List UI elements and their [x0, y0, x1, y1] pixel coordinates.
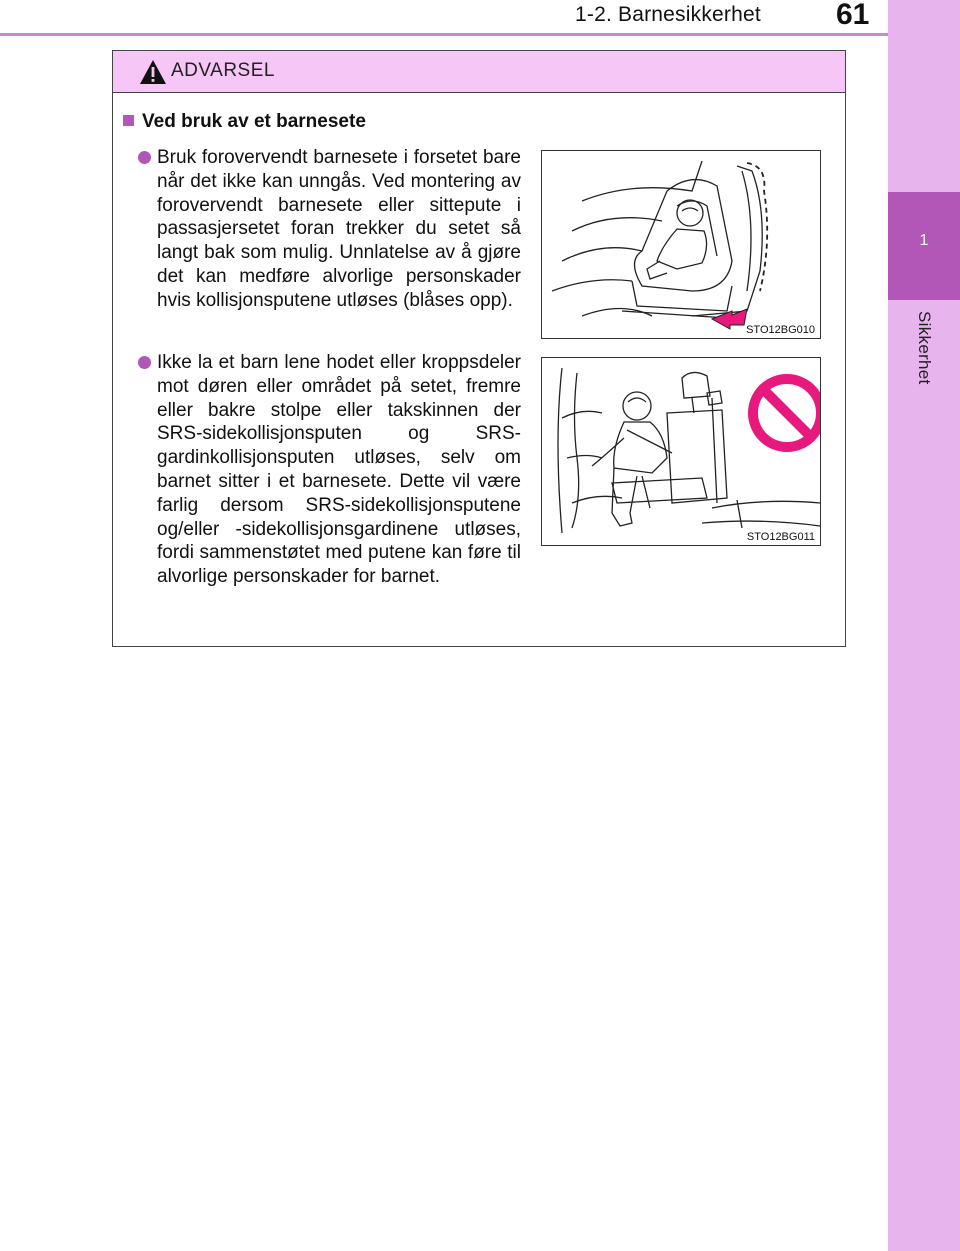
section-title: 1-2. Barnesikkerhet	[575, 3, 761, 26]
chapter-number: 1	[919, 232, 929, 249]
warning-box	[112, 50, 846, 647]
figure-child-leaning	[541, 357, 821, 546]
child-seat-front-illustration-icon	[542, 151, 820, 338]
square-bullet-icon	[123, 115, 134, 126]
bullet-dot-icon	[138, 356, 151, 369]
warning-header	[113, 51, 845, 93]
warning-triangle-icon	[139, 59, 167, 85]
bullet-text: Bruk forovervendt barnesete i forsetet bare når det ikke kan unngås. Ved montering av forovervendt barnesete eller sittepute i passasjersetet foran trekker du setet så langt bak som mulig. Unnlatelse av å gjøre det kan medføre alvorlige personskader hvis kollisjonsputene utløses (blåses opp).	[157, 147, 521, 311]
header-divider	[0, 33, 888, 36]
chapter-sidebar	[888, 0, 960, 1251]
section-tab	[888, 300, 960, 396]
bullet-dot-icon	[138, 151, 151, 164]
figure-code: STO12BG011	[746, 531, 815, 543]
bullet-text: Ikke la et barn lene hodet eller kroppsdeler mot døren eller området på setet, fremre eller bakre stolpe eller takskinnen der SRS-sidekollisjonsputen og SRS-gardinkollisjonsputen utløses, selv om barnet sitter i et barnesete. Dette vil være farlig dersom SRS-sidekollisjonsputene og/eller -sidekollisjonsgardinene utløses, fordi sammenstøtet med putene kan føre til alvorlige personskader for barnet.	[157, 352, 521, 588]
chapter-tab	[888, 192, 960, 300]
warning-label: ADVARSEL	[171, 60, 275, 81]
bullet-paragraph	[157, 146, 521, 313]
bullet-paragraph	[157, 351, 521, 589]
page-number: 61	[836, 0, 870, 31]
arrow-icon	[712, 309, 747, 329]
section-label: Sikkerhet	[915, 311, 934, 385]
prohibition-icon	[753, 379, 820, 447]
section-heading-text: Ved bruk av et barnesete	[142, 111, 366, 132]
figure-code: STO12BG010	[746, 324, 815, 336]
section-heading	[123, 111, 366, 133]
child-leaning-door-illustration-icon	[542, 358, 820, 545]
figure-child-seat	[541, 150, 821, 339]
